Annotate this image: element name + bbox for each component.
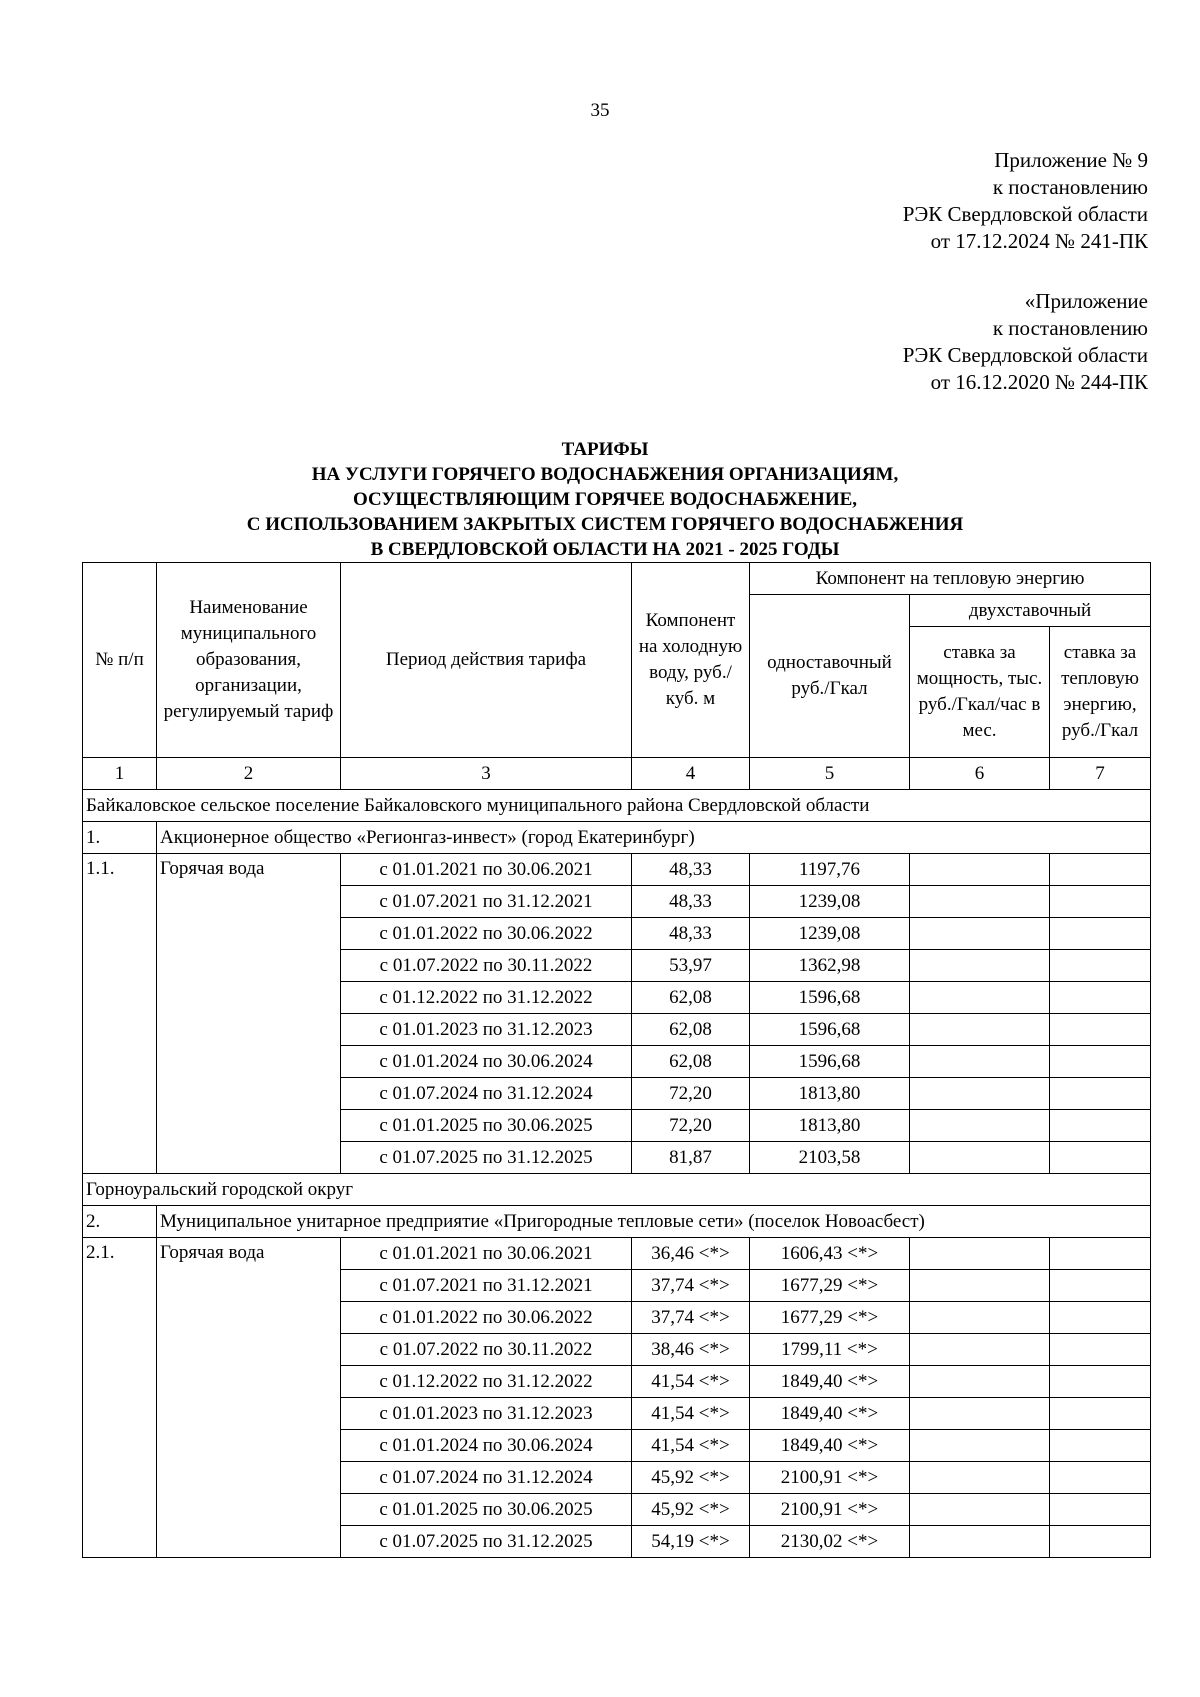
capacity-rate-cell [910,1110,1050,1142]
tariff-number: 1.1. [83,854,157,1174]
header-num: № п/п [83,563,157,758]
single-rate-cell: 1849,40 <*> [750,1366,910,1398]
title-line2: НА УСЛУГИ ГОРЯЧЕГО ВОДОСНАБЖЕНИЯ ОРГАНИЗАЦИЯМ, [311,464,899,485]
header-period: Период действия тарифа [341,563,632,758]
capacity-rate-cell [910,1494,1050,1526]
energy-rate-cell [1050,1238,1151,1270]
energy-rate-cell [1050,1430,1151,1462]
attachment-current-line4: от 17.12.2024 № 241-ПК [930,229,1148,253]
cold-water-cell: 48,33 [632,854,750,886]
single-rate-cell: 1813,80 [750,1110,910,1142]
attachment-original-line3: РЭК Свердловской области [902,343,1148,367]
capacity-rate-cell [910,918,1050,950]
capacity-rate-cell [910,1142,1050,1174]
tariffs-table [82,562,1151,1558]
energy-rate-cell [1050,1526,1151,1558]
period-cell: с 01.01.2022 по 30.06.2022 [341,918,632,950]
municipality-row [83,1174,1151,1206]
period-cell: с 01.01.2022 по 30.06.2022 [341,1302,632,1334]
cold-water-cell: 41,54 <*> [632,1430,750,1462]
period-cell: с 01.01.2024 по 30.06.2024 [341,1430,632,1462]
period-cell: с 01.07.2025 по 31.12.2025 [341,1526,632,1558]
energy-rate-cell [1050,1302,1151,1334]
cold-water-cell: 72,20 [632,1078,750,1110]
organization-row [83,822,1151,854]
header-single-rate: одноставочный руб./Гкал [750,595,910,758]
header-heat-component: Компонент на тепловую энергию [750,563,1151,595]
period-cell: с 01.07.2024 по 31.12.2024 [341,1078,632,1110]
attachment-current [903,147,1148,255]
header-two-rate: двухставочный [910,595,1151,627]
capacity-rate-cell [910,1430,1050,1462]
cold-water-cell: 48,33 [632,918,750,950]
municipality-name: Байкаловское сельское поселение Байкаловского муниципального района Свердловской области [83,790,1151,822]
attachment-current-line1: Приложение № 9 [994,148,1148,172]
single-rate-cell: 1596,68 [750,1014,910,1046]
capacity-rate-cell [910,1462,1050,1494]
single-rate-cell: 1849,40 <*> [750,1398,910,1430]
single-rate-cell: 1596,68 [750,1046,910,1078]
period-cell: с 01.01.2023 по 31.12.2023 [341,1398,632,1430]
column-number: 2 [157,758,341,790]
document-title [60,437,1150,562]
energy-rate-cell [1050,854,1151,886]
period-cell: с 01.01.2025 по 30.06.2025 [341,1110,632,1142]
capacity-rate-cell [910,1014,1050,1046]
capacity-rate-cell [910,1302,1050,1334]
title-line1: ТАРИФЫ [561,439,649,460]
cold-water-cell: 62,08 [632,982,750,1014]
organization-number: 2. [83,1206,157,1238]
page-number: 35 [590,100,610,121]
capacity-rate-cell [910,1238,1050,1270]
header-energy-rate: ставка за тепловую энергию, руб./Гкал [1050,627,1151,758]
energy-rate-cell [1050,1110,1151,1142]
cold-water-cell: 62,08 [632,1014,750,1046]
table-row [83,854,1151,886]
energy-rate-cell [1050,1494,1151,1526]
attachment-original [903,288,1148,396]
organization-row [83,1206,1151,1238]
capacity-rate-cell [910,1398,1050,1430]
tariff-name: Горячая вода [157,854,341,1174]
header-name: Наименование муниципального образования, организации, регулируемый тариф [157,563,341,758]
period-cell: с 01.01.2025 по 30.06.2025 [341,1494,632,1526]
period-cell: с 01.01.2023 по 31.12.2023 [341,1014,632,1046]
header-cold-water: Компонент на холодную воду, руб./куб. м [632,563,750,758]
period-cell: с 01.01.2021 по 30.06.2021 [341,854,632,886]
column-number: 6 [910,758,1050,790]
capacity-rate-cell [910,1334,1050,1366]
single-rate-cell: 2130,02 <*> [750,1526,910,1558]
single-rate-cell: 1239,08 [750,918,910,950]
capacity-rate-cell [910,1078,1050,1110]
cold-water-cell: 48,33 [632,886,750,918]
municipality-name: Горноуральский городской округ [83,1174,1151,1206]
single-rate-cell: 1799,11 <*> [750,1334,910,1366]
single-rate-cell: 1362,98 [750,950,910,982]
single-rate-cell: 1813,80 [750,1078,910,1110]
title-line4: С ИСПОЛЬЗОВАНИЕМ ЗАКРЫТЫХ СИСТЕМ ГОРЯЧЕГО ВОДОСНАБЖЕНИЯ [246,514,964,535]
period-cell: с 01.12.2022 по 31.12.2022 [341,1366,632,1398]
energy-rate-cell [1050,1142,1151,1174]
column-numbers-row [83,758,1151,790]
single-rate-cell: 2103,58 [750,1142,910,1174]
capacity-rate-cell [910,854,1050,886]
table-body [83,758,1151,1558]
column-number: 7 [1050,758,1151,790]
table-header [83,563,1151,758]
single-rate-cell: 1606,43 <*> [750,1238,910,1270]
energy-rate-cell [1050,886,1151,918]
cold-water-cell: 45,92 <*> [632,1494,750,1526]
cold-water-cell: 41,54 <*> [632,1398,750,1430]
attachment-original-line1: «Приложение [1024,289,1148,313]
capacity-rate-cell [910,1366,1050,1398]
column-number: 1 [83,758,157,790]
energy-rate-cell [1050,1270,1151,1302]
period-cell: с 01.01.2024 по 30.06.2024 [341,1046,632,1078]
period-cell: с 01.12.2022 по 31.12.2022 [341,982,632,1014]
cold-water-cell: 38,46 <*> [632,1334,750,1366]
period-cell: с 01.07.2025 по 31.12.2025 [341,1142,632,1174]
energy-rate-cell [1050,1078,1151,1110]
cold-water-cell: 45,92 <*> [632,1462,750,1494]
attachment-original-line2: к постановлению [992,316,1148,340]
attachment-original-line4: от 16.12.2020 № 244-ПК [930,370,1148,394]
tariff-number: 2.1. [83,1238,157,1558]
period-cell: с 01.07.2022 по 30.11.2022 [341,1334,632,1366]
cold-water-cell: 37,74 <*> [632,1302,750,1334]
cold-water-cell: 36,46 <*> [632,1238,750,1270]
attachment-current-line3: РЭК Свердловской области [902,202,1148,226]
period-cell: с 01.07.2021 по 31.12.2021 [341,886,632,918]
cold-water-cell: 41,54 <*> [632,1366,750,1398]
attachment-current-line2: к постановлению [992,175,1148,199]
capacity-rate-cell [910,1526,1050,1558]
column-number: 4 [632,758,750,790]
title-line5: В СВЕРДЛОВСКОЙ ОБЛАСТИ НА 2021 - 2025 ГОДЫ [370,539,840,560]
capacity-rate-cell [910,982,1050,1014]
single-rate-cell: 1677,29 <*> [750,1270,910,1302]
cold-water-cell: 72,20 [632,1110,750,1142]
capacity-rate-cell [910,886,1050,918]
single-rate-cell: 1849,40 <*> [750,1430,910,1462]
cold-water-cell: 62,08 [632,1046,750,1078]
energy-rate-cell [1050,1398,1151,1430]
tariff-name: Горячая вода [157,1238,341,1558]
cold-water-cell: 37,74 <*> [632,1270,750,1302]
energy-rate-cell [1050,1014,1151,1046]
capacity-rate-cell [910,1046,1050,1078]
table-row [83,1238,1151,1270]
energy-rate-cell [1050,1462,1151,1494]
energy-rate-cell [1050,1334,1151,1366]
title-line3: ОСУЩЕСТВЛЯЮЩИМ ГОРЯЧЕЕ ВОДОСНАБЖЕНИЕ, [352,489,858,510]
header-capacity-rate: ставка за мощность, тыс. руб./Гкал/час в мес. [910,627,1050,758]
single-rate-cell: 2100,91 <*> [750,1462,910,1494]
energy-rate-cell [1050,918,1151,950]
single-rate-cell: 2100,91 <*> [750,1494,910,1526]
column-number: 3 [341,758,632,790]
capacity-rate-cell [910,1270,1050,1302]
energy-rate-cell [1050,950,1151,982]
single-rate-cell: 1197,76 [750,854,910,886]
period-cell: с 01.07.2024 по 31.12.2024 [341,1462,632,1494]
cold-water-cell: 81,87 [632,1142,750,1174]
cold-water-cell: 54,19 <*> [632,1526,750,1558]
organization-name: Акционерное общество «Регионгаз-инвест» (город Екатеринбург) [157,822,1151,854]
energy-rate-cell [1050,982,1151,1014]
organization-number: 1. [83,822,157,854]
energy-rate-cell [1050,1046,1151,1078]
single-rate-cell: 1239,08 [750,886,910,918]
period-cell: с 01.07.2021 по 31.12.2021 [341,1270,632,1302]
organization-name: Муниципальное унитарное предприятие «Пригородные тепловые сети» (поселок Новоасбест) [157,1206,1151,1238]
energy-rate-cell [1050,1366,1151,1398]
period-cell: с 01.07.2022 по 30.11.2022 [341,950,632,982]
cold-water-cell: 53,97 [632,950,750,982]
single-rate-cell: 1596,68 [750,982,910,1014]
period-cell: с 01.01.2021 по 30.06.2021 [341,1238,632,1270]
single-rate-cell: 1677,29 <*> [750,1302,910,1334]
municipality-row [83,790,1151,822]
column-number: 5 [750,758,910,790]
capacity-rate-cell [910,950,1050,982]
